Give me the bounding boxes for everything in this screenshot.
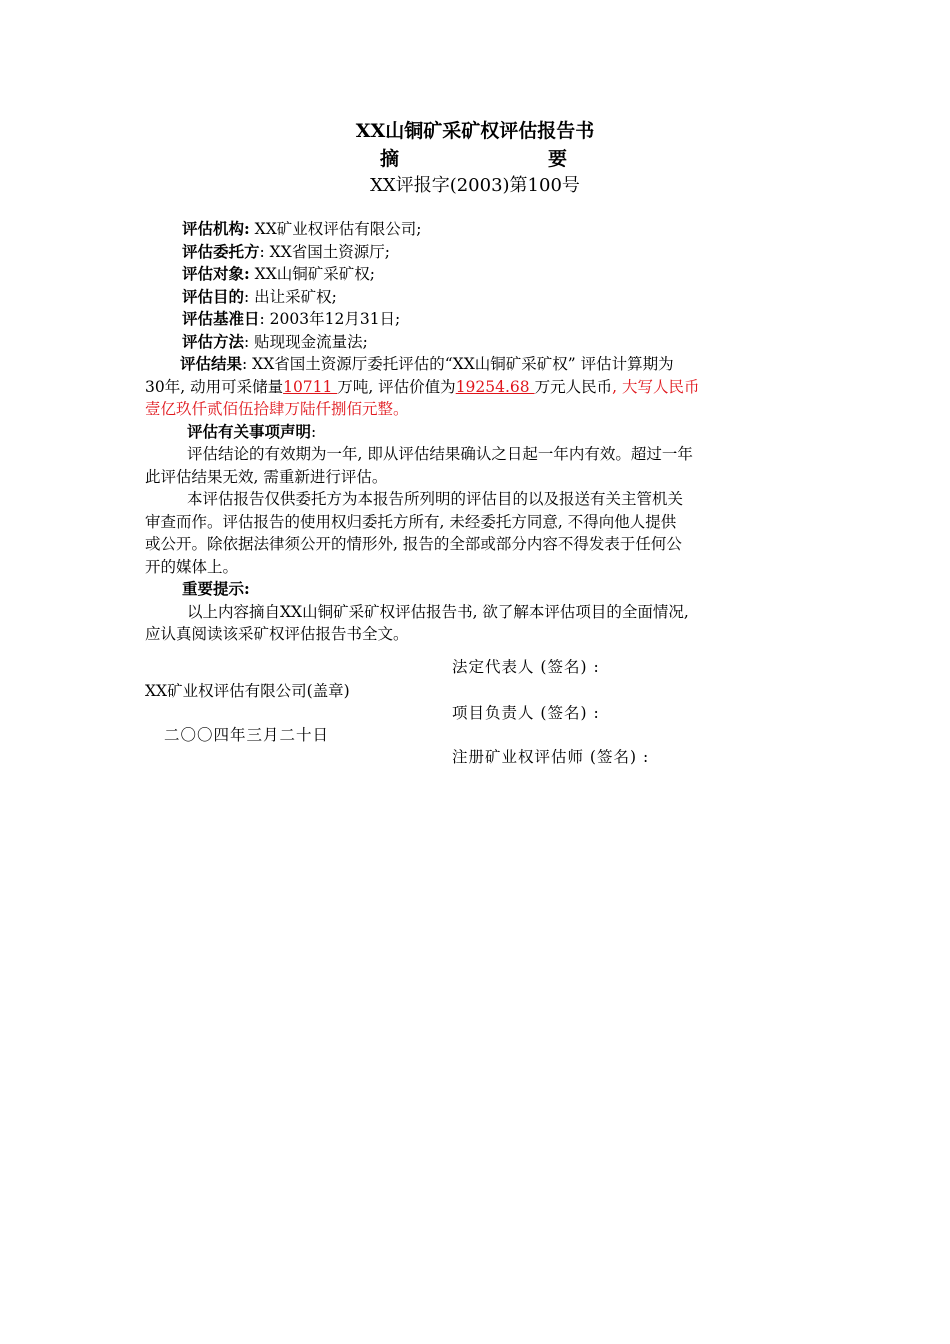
subtitle-summary-right: 要	[548, 148, 568, 170]
field-label: 评估对象:	[182, 264, 250, 283]
field-value: : 2003年12月31日;	[259, 310, 401, 328]
statement-colon: :	[311, 422, 317, 441]
summary-body	[145, 218, 815, 646]
report-title: XX山铜矿采矿权评估报告书	[355, 120, 595, 142]
field-purpose	[145, 286, 815, 309]
result-amount-in-words: 壹亿玖仟贰佰伍拾肆万陆仟捌佰元整。	[145, 400, 409, 418]
subtitle-summary-left: 摘	[380, 148, 400, 170]
statement-para2-line1: 本评估报告仅供委托方为本报告所列明的评估目的以及报送有关主管机关	[187, 490, 684, 508]
field-result	[145, 353, 815, 376]
field-label: 评估目的	[182, 286, 245, 306]
field-value: XX山铜矿采矿权;	[249, 265, 375, 283]
result-text: 30年, 动用可采储量	[145, 377, 284, 396]
report-date: 二〇〇四年三月二十日	[164, 726, 330, 744]
field-org	[145, 218, 815, 241]
field-label: 评估委托方	[182, 241, 260, 261]
company-seal: XX矿业权评估有限公司(盖章)	[145, 682, 350, 700]
field-value: : 贴现现金流量法;	[244, 332, 368, 351]
document-number: XX评报字(2003)第100号	[370, 175, 580, 196]
field-value: : XX省国土资源厅;	[259, 242, 390, 261]
statement-para2-line3: 或公开。除依据法律须公开的情形外, 报告的全部或部分内容不得发表于任何公	[145, 535, 682, 553]
statement-heading	[145, 421, 815, 444]
result-text-highlight: , 大写人民币	[612, 377, 700, 396]
statement-para1-line2: 此评估结果无效, 需重新进行评估。	[145, 467, 388, 486]
field-value: XX矿业权评估有限公司;	[249, 220, 422, 238]
field-label: 评估结果	[180, 354, 243, 373]
statement-para1-line1: 评估结论的有效期为一年, 即从评估结果确认之日起一年内有效。超过一年	[187, 445, 693, 463]
statement-para2-line4: 开的媒体上。	[145, 557, 239, 576]
reserve-value: 10711	[283, 377, 338, 396]
notice-line2: 应认真阅读该采矿权评估报告书全文。	[145, 625, 409, 643]
field-label: 评估方法	[182, 331, 245, 351]
field-value: : 出让采矿权;	[244, 287, 337, 306]
registered-appraiser-signature: 注册矿业权评估师 (签名) :	[452, 748, 650, 766]
result-text: 万元人民币	[534, 377, 613, 396]
field-value: : XX省国土资源厅委托评估的“XX山铜矿采矿权” 评估计算期为	[242, 355, 674, 373]
field-label: 评估机构:	[182, 219, 250, 238]
statement-para2-line2: 审查而作。评估报告的使用权归委托方所有, 未经委托方同意, 不得向他人提供	[145, 512, 677, 531]
result-text: 万吨, 评估价值为	[337, 377, 456, 396]
notice-line1: 以上内容摘自XX山铜矿采矿权评估报告书, 欲了解本评估项目的全面情况,	[187, 602, 689, 621]
field-label: 评估基准日	[182, 309, 260, 328]
statement-label: 评估有关事项声明	[187, 421, 312, 441]
field-client	[145, 241, 815, 264]
field-object	[145, 263, 815, 286]
notice-heading: 重要提示:	[182, 579, 250, 598]
legal-representative-signature: 法定代表人 (签名) :	[452, 658, 600, 676]
project-lead-signature: 项目负责人 (签名) :	[452, 704, 600, 722]
field-method	[145, 331, 815, 354]
field-base-date	[145, 308, 815, 331]
result-line-2	[145, 376, 815, 399]
valuation-value: 19254.68	[455, 377, 535, 396]
